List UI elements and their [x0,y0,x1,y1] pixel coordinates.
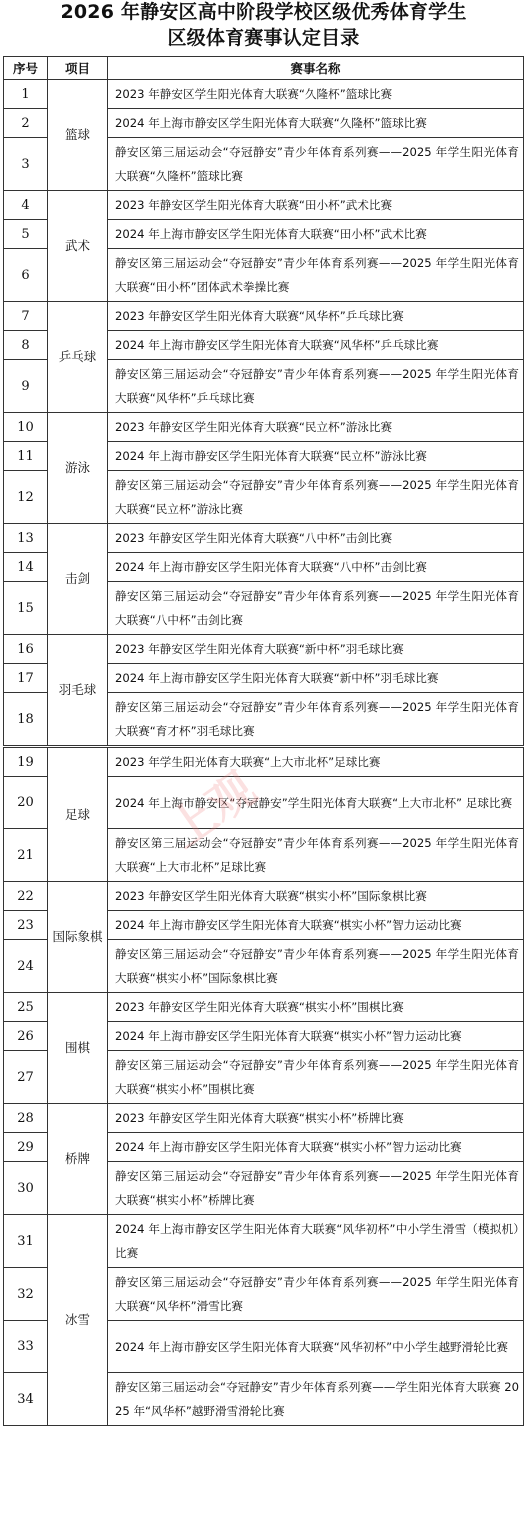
event-table-continued [3,747,524,1426]
row-event-name: 2024 年上海市静安区学生阳光体育大联赛“棋实小杯”智力运动比赛 [108,1022,524,1051]
document-title-line2: 区级体育赛事认定目录 [167,27,360,49]
row-serial: 14 [4,553,48,582]
row-serial: 2 [4,109,48,138]
row-event-name: 2023 年静安区学生阳光体育大联赛“新中杯”羽毛球比赛 [108,635,524,664]
row-serial: 12 [4,471,48,524]
event-table [3,56,524,746]
row-event-name: 2023 年静安区学生阳光体育大联赛“久隆杯”篮球比赛 [108,80,524,109]
row-category: 足球 [48,748,108,882]
row-event-name: 静安区第三届运动会“夺冠静安”青少年体育系列赛——2025 年学生阳光体育大联赛“棋实小杯”国际象棋比赛 [108,940,524,993]
row-serial: 22 [4,882,48,911]
table-row [4,635,524,664]
row-event-name: 静安区第三届运动会“夺冠静安”青少年体育系列赛——2025 年学生阳光体育大联赛“棋实小杯”围棋比赛 [108,1051,524,1104]
row-category: 羽毛球 [48,635,108,746]
row-event-name: 2024 年上海市静安区学生阳光体育大联赛“田小杯”武术比赛 [108,220,524,249]
row-event-name: 2024 年上海市静安区学生阳光体育大联赛“风华初杯”中小学生越野滑轮比赛 [108,1321,524,1373]
row-serial: 17 [4,664,48,693]
row-serial: 30 [4,1162,48,1215]
row-event-name: 静安区第三届运动会“夺冠静安”青少年体育系列赛——2025 年学生阳光体育大联赛“上大市北杯”足球比赛 [108,829,524,882]
row-event-name: 静安区第三届运动会“夺冠静安”青少年体育系列赛——学生阳光体育大联赛 2025 年“风华杯”越野滑雪滑轮比赛 [108,1373,524,1426]
row-serial: 15 [4,582,48,635]
row-event-name: 2024 年上海市静安区学生阳光体育大联赛“民立杯”游泳比赛 [108,442,524,471]
row-serial: 23 [4,911,48,940]
row-serial: 24 [4,940,48,993]
row-event-name: 静安区第三届运动会“夺冠静安”青少年体育系列赛——2025 年学生阳光体育大联赛“民立杯”游泳比赛 [108,471,524,524]
row-serial: 26 [4,1022,48,1051]
row-event-name: 2023 年静安区学生阳光体育大联赛“棋实小杯”围棋比赛 [108,993,524,1022]
header-serial: 序号 [4,57,48,80]
document-title-line1: 2026 年静安区高中阶段学校区级优秀体育学生 [60,1,467,23]
row-category: 围棋 [48,993,108,1104]
row-category: 击剑 [48,524,108,635]
row-serial: 11 [4,442,48,471]
row-serial: 8 [4,331,48,360]
table-row [4,302,524,331]
row-event-name: 2024 年上海市静安区学生阳光体育大联赛“新中杯”羽毛球比赛 [108,664,524,693]
row-event-name: 2024 年上海市静安区学生阳光体育大联赛“风华初杯”中小学生滑雪（模拟机）比赛 [108,1215,524,1268]
row-event-name: 2024 年上海市静安区学生阳光体育大联赛“八中杯”击剑比赛 [108,553,524,582]
event-table-part1 [0,56,527,746]
row-serial: 4 [4,191,48,220]
row-event-name: 2024 年上海市静安区“夺冠静安”学生阳光体育大联赛“上大市北杯” 足球比赛 [108,777,524,829]
row-category: 乒乓球 [48,302,108,413]
table-row [4,191,524,220]
row-serial: 10 [4,413,48,442]
table-row [4,524,524,553]
row-serial: 5 [4,220,48,249]
row-event-name: 2024 年上海市静安区学生阳光体育大联赛“棋实小杯”智力运动比赛 [108,911,524,940]
row-event-name: 2024 年上海市静安区学生阳光体育大联赛“风华杯”乒乓球比赛 [108,331,524,360]
row-category: 武术 [48,191,108,302]
row-category: 篮球 [48,80,108,191]
row-event-name: 2024 年上海市静安区学生阳光体育大联赛“久隆杯”篮球比赛 [108,109,524,138]
row-serial: 19 [4,748,48,777]
row-serial: 28 [4,1104,48,1133]
row-serial: 31 [4,1215,48,1268]
row-serial: 25 [4,993,48,1022]
row-event-name: 静安区第三届运动会“夺冠静安”青少年体育系列赛——2025 年学生阳光体育大联赛“八中杯”击剑比赛 [108,582,524,635]
row-event-name: 2024 年上海市静安区学生阳光体育大联赛“棋实小杯”智力运动比赛 [108,1133,524,1162]
row-event-name: 2023 年静安区学生阳光体育大联赛“田小杯”武术比赛 [108,191,524,220]
row-event-name: 静安区第三届运动会“夺冠静安”青少年体育系列赛——2025 年学生阳光体育大联赛“风华杯”滑雪比赛 [108,1268,524,1321]
row-serial: 1 [4,80,48,109]
table-row [4,993,524,1022]
table-row [4,413,524,442]
row-category: 桥牌 [48,1104,108,1215]
header-event-name: 赛事名称 [108,57,524,80]
row-event-name: 静安区第三届运动会“夺冠静安”青少年体育系列赛——2025 年学生阳光体育大联赛“久隆杯”篮球比赛 [108,138,524,191]
row-event-name: 2023 年静安区学生阳光体育大联赛“棋实小杯”国际象棋比赛 [108,882,524,911]
row-event-name: 2023 年学生阳光体育大联赛“上大市北杯”足球比赛 [108,748,524,777]
row-event-name: 静安区第三届运动会“夺冠静安”青少年体育系列赛——2025 年学生阳光体育大联赛“田小杯”团体武术拳操比赛 [108,249,524,302]
row-event-name: 静安区第三届运动会“夺冠静安”青少年体育系列赛——2025 年学生阳光体育大联赛“风华杯”乒乓球比赛 [108,360,524,413]
row-event-name: 2023 年静安区学生阳光体育大联赛“风华杯”乒乓球比赛 [108,302,524,331]
table-row [4,80,524,109]
row-category: 游泳 [48,413,108,524]
row-serial: 13 [4,524,48,553]
row-event-name: 静安区第三届运动会“夺冠静安”青少年体育系列赛——2025 年学生阳光体育大联赛“棋实小杯”桥牌比赛 [108,1162,524,1215]
table-header-row [4,57,524,80]
row-serial: 32 [4,1268,48,1321]
row-category: 冰雪 [48,1215,108,1426]
row-serial: 27 [4,1051,48,1104]
row-serial: 34 [4,1373,48,1426]
row-serial: 21 [4,829,48,882]
row-serial: 6 [4,249,48,302]
row-serial: 16 [4,635,48,664]
row-serial: 7 [4,302,48,331]
row-serial: 20 [4,777,48,829]
row-category: 国际象棋 [48,882,108,993]
table-row [4,1215,524,1268]
row-event-name: 2023 年静安区学生阳光体育大联赛“八中杯”击剑比赛 [108,524,524,553]
row-serial: 29 [4,1133,48,1162]
row-serial: 18 [4,693,48,746]
row-event-name: 2023 年静安区学生阳光体育大联赛“棋实小杯”桥牌比赛 [108,1104,524,1133]
header-category: 项目 [48,57,108,80]
row-serial: 33 [4,1321,48,1373]
event-table-part2 [0,747,527,1426]
row-event-name: 静安区第三届运动会“夺冠静安”青少年体育系列赛——2025 年学生阳光体育大联赛“育才杯”羽毛球比赛 [108,693,524,746]
row-serial: 3 [4,138,48,191]
row-serial: 9 [4,360,48,413]
table-row [4,1104,524,1133]
table-row [4,882,524,911]
row-event-name: 2023 年静安区学生阳光体育大联赛“民立杯”游泳比赛 [108,413,524,442]
watermark: 上观 [158,760,266,858]
